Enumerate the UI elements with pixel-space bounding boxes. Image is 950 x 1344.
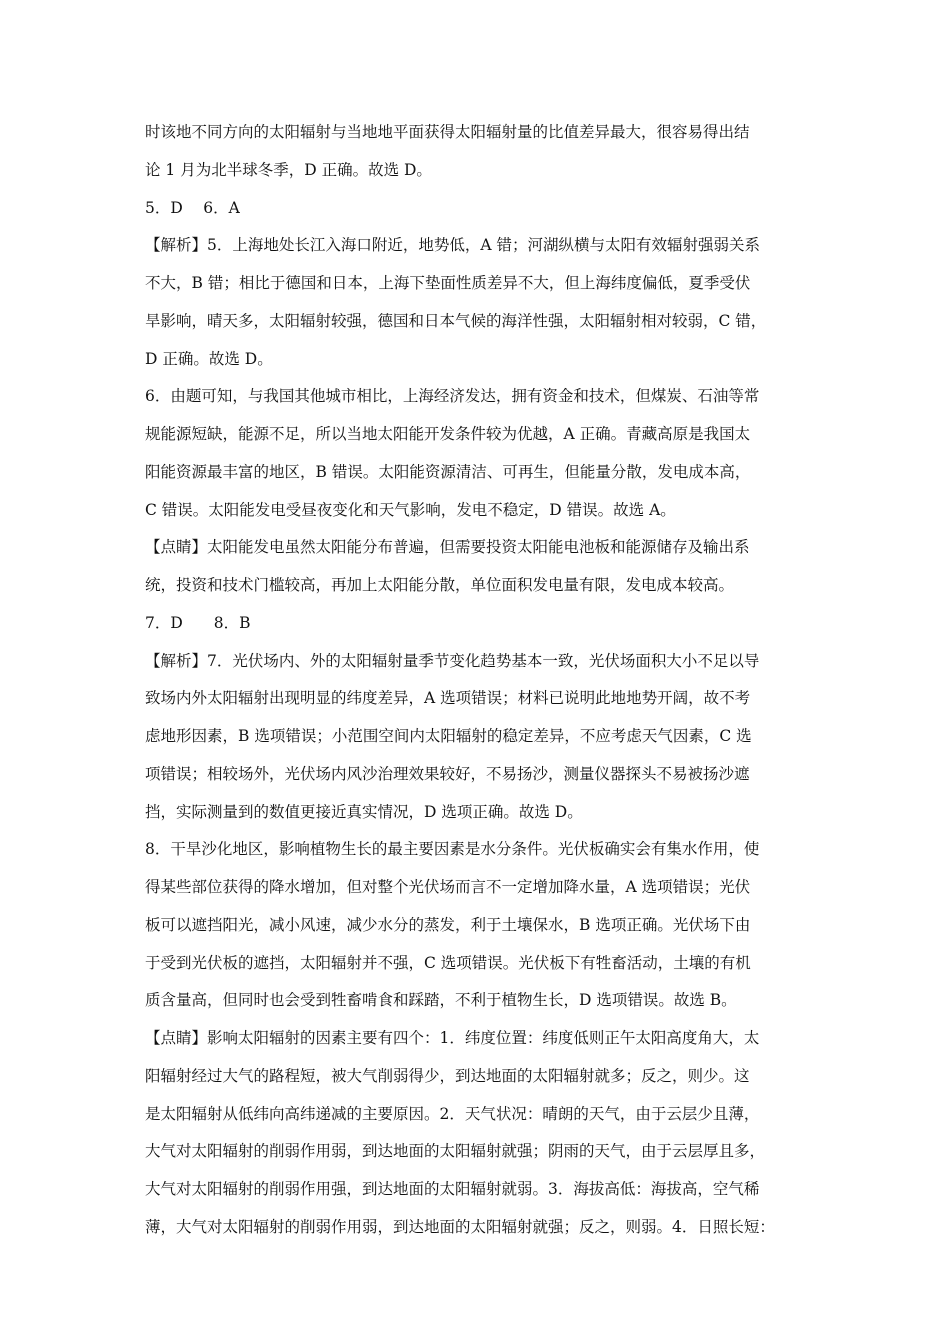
text-line: 旱影响，晴天多，太阳辐射较强，德国和日本气候的海洋性强，太阳辐射相对较弱，C 错， [145, 312, 767, 330]
text-line: 规能源短缺，能源不足，所以当地太阳能开发条件较为优越，A 正确。青藏高原是我国太 [145, 425, 751, 443]
text-line: D 正确。故选 D。 [145, 350, 273, 368]
text-line: 【点睛】影响太阳辐射的因素主要有四个：1．纬度位置：纬度低则正午太阳高度角大，太 [145, 1029, 760, 1047]
text-line: 质含量高，但同时也会受到牲畜啃食和踩踏，不利于植物生长，D 选项错误。故选 B。 [145, 991, 737, 1009]
text-line: 论 1 月为北半球冬季，D 正确。故选 D。 [145, 161, 432, 179]
text-line: 挡，实际测量到的数值更接近真实情况，D 选项正确。故选 D。 [145, 803, 583, 821]
text-line: 于受到光伏板的遮挡，太阳辐射并不强，C 选项错误。光伏板下有牲畜活动，土壤的有机 [145, 954, 751, 972]
answer-line: 7．D 8．B [145, 614, 251, 632]
text-line: 6．由题可知，与我国其他城市相比，上海经济发达，拥有资金和技术，但煤炭、石油等常 [145, 387, 760, 405]
text-line: 阳辐射经过大气的路程短，被大气削弱得少，到达地面的太阳辐射就多；反之，则少。这 [145, 1067, 750, 1085]
text-line: C 错误。太阳能发电受昼夜变化和天气影响，发电不稳定，D 错误。故选 A。 [145, 501, 676, 519]
text-line: 【解析】5．上海地处长江入海口附近，地势低，A 错；河湖纵横与太阳有效辐射强弱关系 [145, 236, 760, 254]
text-line: 板可以遮挡阳光，减小风速，减少水分的蒸发，利于土壤保水，B 选项正确。光伏场下由 [145, 916, 751, 934]
text-line: 项错误；相较场外，光伏场内风沙治理效果较好，不易扬沙，测量仪器探头不易被扬沙遮 [145, 765, 750, 783]
text-line: 大气对太阳辐射的削弱作用强，到达地面的太阳辐射就弱。3．海拔高低：海拔高，空气稀 [145, 1180, 760, 1198]
text-line: 【点睛】太阳能发电虽然太阳能分布普遍，但需要投资太阳能电池板和能源储存及输出系 [145, 538, 750, 556]
text-line: 【解析】7．光伏场内、外的太阳辐射量季节变化趋势基本一致，光伏场面积大小不足以导 [145, 652, 760, 670]
text-line: 不大，B 错；相比于德国和日本，上海下垫面性质差异不大，但上海纬度偏低，夏季受伏 [145, 274, 751, 292]
text-line: 大气对太阳辐射的削弱作用弱，到达地面的太阳辐射就强；阴雨的天气，由于云层厚且多， [145, 1142, 766, 1160]
text-line: 薄，大气对太阳辐射的削弱作用弱，到达地面的太阳辐射就强；反之，则弱。4．日照长短： [145, 1218, 775, 1236]
answer-line: 5．D 6．A [145, 199, 240, 217]
text-line: 是太阳辐射从低纬向高纬递减的主要原因。2．天气状况：晴朗的天气，由于云层少且薄， [145, 1105, 760, 1123]
text-line: 致场内外太阳辐射出现明显的纬度差异，A 选项错误；材料已说明此地地势开阔，故不考 [145, 689, 751, 707]
text-line: 阳能资源最丰富的地区，B 错误。太阳能资源清洁、可再生，但能量分散，发电成本高， [145, 463, 751, 481]
text-line: 统，投资和技术门槛较高，再加上太阳能分散，单位面积发电量有限，发电成本较高。 [145, 576, 735, 594]
text-line: 得某些部位获得的降水增加，但对整个光伏场而言不一定增加降水量，A 选项错误；光伏 [145, 878, 751, 896]
text-line: 虑地形因素，B 选项错误；小范围空间内太阳辐射的稳定差异，不应考虑天气因素，C 选 [145, 727, 752, 745]
text-line: 8．干旱沙化地区，影响植物生长的最主要因素是水分条件。光伏板确实会有集水作用，使 [145, 840, 760, 858]
text-line: 时该地不同方向的太阳辐射与当地地平面获得太阳辐射量的比值差异最大，很容易得出结 [145, 123, 750, 141]
